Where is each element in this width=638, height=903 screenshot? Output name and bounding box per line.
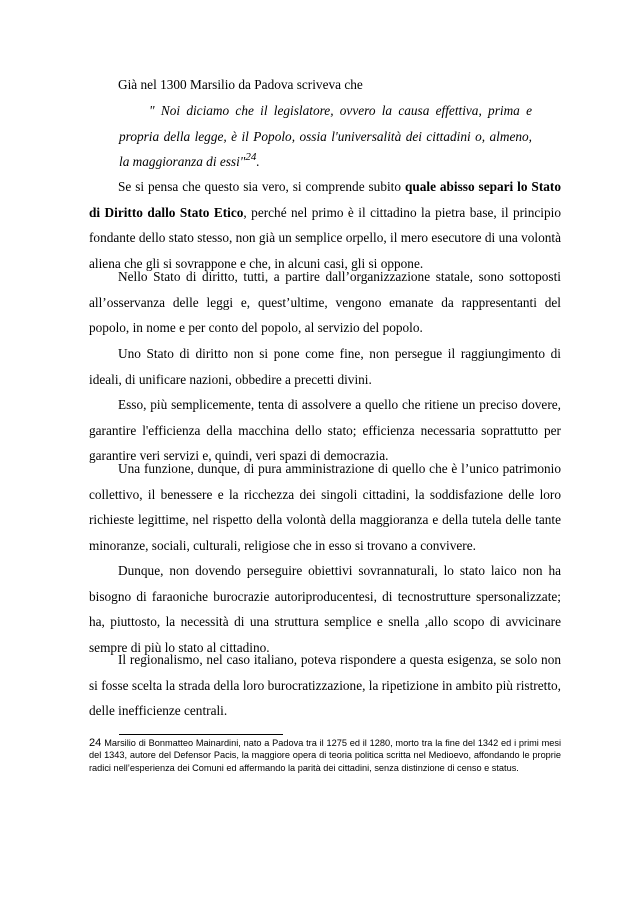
paragraph-fine-text: Uno Stato di diritto non si pone come fine, non persegue il raggiungimento di ideali, di unificare nazioni, obbedire a precetti divini. <box>89 346 561 387</box>
paragraph-fine <box>89 341 561 392</box>
paragraph-stato-etico-b: , perché nel primo è il cittadino la pietra base, il principio fondante dello stato stesso, non già un semplice orpello, il mero esecutore di una volontà aliena che gli si sovrappone e che, in alcuni casi, gli si oppone. <box>89 204 561 271</box>
footnote <box>89 737 561 774</box>
paragraph-regionalismo-text: Il regionalismo, nel caso italiano, poteva rispondere a questa esigenza, se solo non si fosse scelta la strada della loro burocratizzazione, la ripetizione in ambito più ristretto, delle inefficienze centrali. <box>89 652 561 719</box>
paragraph-stato-diritto <box>89 264 561 341</box>
paragraph-regionalismo <box>89 647 561 724</box>
quotation-end: . <box>256 154 260 170</box>
paragraph-funzione-text: Una funzione, dunque, di pura amministrazione di quello che è l’unico patrimonio collettivo, il benessere e la ricchezza dei singoli cittadini, la soddisfazione delle loro richieste legittime, nel rispetto della volontà della maggioranza e della tutela delle tante minoranze, sociali, culturali, religiose che in esso si trovano a convivere. <box>89 461 561 553</box>
paragraph-stato-etico-bold: quale abisso separi lo Stato di Diritto dallo Stato Etico <box>89 179 561 220</box>
footnote-separator <box>119 734 283 735</box>
paragraph-dovere-text: Esso, più semplicemente, tenta di assolvere a quello che ritiene un preciso dovere, garantire l'efficienza della macchina dello stato; efficienza necessaria soprattutto per garantire veri servizi e, quindi, veri spazi di democrazia. <box>89 397 561 464</box>
paragraph-intro-text: Già nel 1300 Marsilio da Padova scriveva che <box>118 77 363 92</box>
paragraph-stato-diritto-text: Nello Stato di diritto, tutti, a partire dall’organizzazione statale, sono sottoposti all’osservanza delle leggi e, quest’ultime, vengono emanate da rappresentanti del popolo, in nome e per conto del popolo, al servizio del popolo. <box>89 269 561 336</box>
paragraph-intro <box>89 72 561 98</box>
paragraph-burocrazie-text: Dunque, non dovendo perseguire obiettivi sovrannaturali, lo stato laico non ha bisogno di faraoniche burocrazie autoriproducentesi, di tecnostrutture spersonalizzate; ha, piuttosto, la necessità di una struttura semplice e snella ,allo scopo di avvicinare sempre di più lo stato al cittadino. <box>89 563 561 655</box>
footnote-number: 24 <box>89 737 102 749</box>
footnote-text: Marsilio di Bonmatteo Mainardini, nato a Padova tra il 1275 ed il 1280, morto tra la fine del 1342 ed i primi mesi del 1343, autore del Defensor Pacis, la maggiore opera di teoria politica scritta nel Medioevo, affondando le proprie radici nell’esperienza dei Comuni ed affermando la parità dei cittadini, senza distinzione di censo e status. <box>89 738 561 773</box>
paragraph-burocrazie <box>89 558 561 660</box>
paragraph-stato-etico-a: Se si pensa che questo sia vero, si comprende subito <box>118 179 405 194</box>
quotation <box>119 98 532 175</box>
quotation-text: " Noi diciamo che il legislatore, ovvero la causa effettiva, prima e propria della legge, è il Popolo, ossia l'universalità dei cittadini o, almeno, la maggioranza di essi" <box>119 103 532 170</box>
paragraph-funzione <box>89 456 561 558</box>
footnote-reference[interactable]: 24 <box>245 151 257 164</box>
paragraph-stato-etico <box>89 174 561 276</box>
